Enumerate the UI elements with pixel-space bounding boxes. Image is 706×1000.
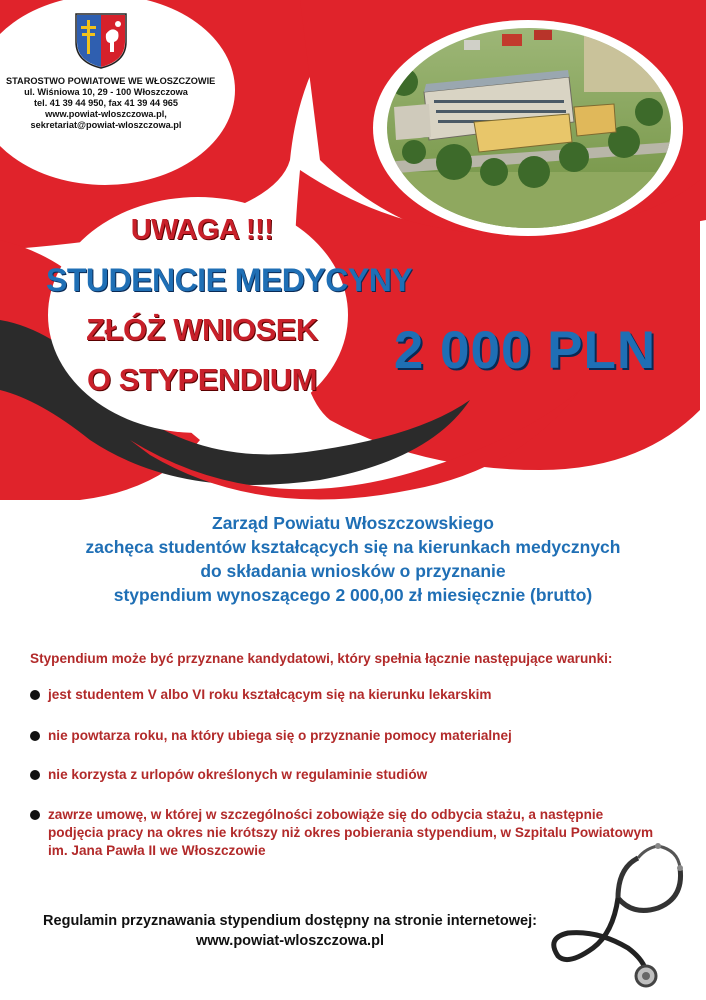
condition-text: im. Jana Pawła II we Włoszczowie (48, 843, 266, 858)
conditions-lead: Stypendium może być przyznane kandydatowi, który spełnia łącznie następujące warunki: (30, 651, 613, 666)
intro-text (20, 511, 686, 607)
stethoscope-icon (538, 838, 688, 988)
footer-note (20, 911, 560, 951)
bullet-icon (30, 770, 40, 780)
condition-item (30, 727, 512, 745)
headline-target: STUDENCIE MEDYCYNY (46, 262, 413, 298)
intro-line: zachęca studentów kształcących się na kierunkach medycznych (85, 537, 621, 557)
bullet-icon (30, 810, 40, 820)
office-phone: tel. 41 39 44 950, fax 41 39 44 965 (33, 98, 179, 108)
intro-line: do składania wniosków o przyznanie (200, 561, 506, 581)
condition-text: nie korzysta z urlopów określonych w regulaminie studiów (48, 767, 428, 782)
headline-alert: UWAGA !!! (130, 214, 274, 246)
footer-link[interactable]: www.powiat-wloszczowa.pl (196, 933, 384, 949)
condition-item (30, 686, 492, 704)
scholarship-amount: 2 000 PLN (393, 321, 657, 380)
condition-text: zawrze umowę, w której w szczególności zobowiąże się do odbycia stażu, a następnie (48, 807, 604, 822)
headline-action: ZŁÓŻ WNIOSEK (86, 312, 318, 347)
office-email[interactable]: sekretariat@powiat-wloszczowa.pl (30, 120, 182, 130)
footer-line: Regulamin przyznawania stypendium dostępny na stronie internetowej: (43, 913, 537, 929)
intro-line: Zarząd Powiatu Włoszczowskiego (212, 513, 494, 533)
bullet-icon (30, 731, 40, 741)
condition-item (30, 766, 427, 784)
hospital-aerial-photo (384, 22, 674, 234)
office-street: ul. Wiśniowa 10, 29 - 100 Włoszczowa (24, 87, 188, 97)
office-website[interactable]: www.powiat-wloszczowa.pl, (45, 109, 167, 119)
headline-subject: O STYPENDIUM (87, 362, 317, 397)
condition-text: podjęcia pracy na okres nie krótszy niż okres pobierania stypendium, w Szpitalu Powiatowym (48, 825, 654, 840)
condition-text: jest studentem V albo VI roku kształcącym się na kierunku lekarskim (48, 687, 492, 702)
coat-of-arms-icon (74, 12, 128, 70)
condition-text: nie powtarza roku, na który ubiega się o przyznanie pomocy materialnej (48, 728, 512, 743)
office-name: STAROSTWO POWIATOWE WE WŁOSZCZOWIE (6, 76, 216, 86)
office-address-block (6, 76, 216, 131)
bullet-icon (30, 690, 40, 700)
intro-line: stypendium wynoszącego 2 000,00 zł miesięcznie (brutto) (113, 585, 593, 605)
